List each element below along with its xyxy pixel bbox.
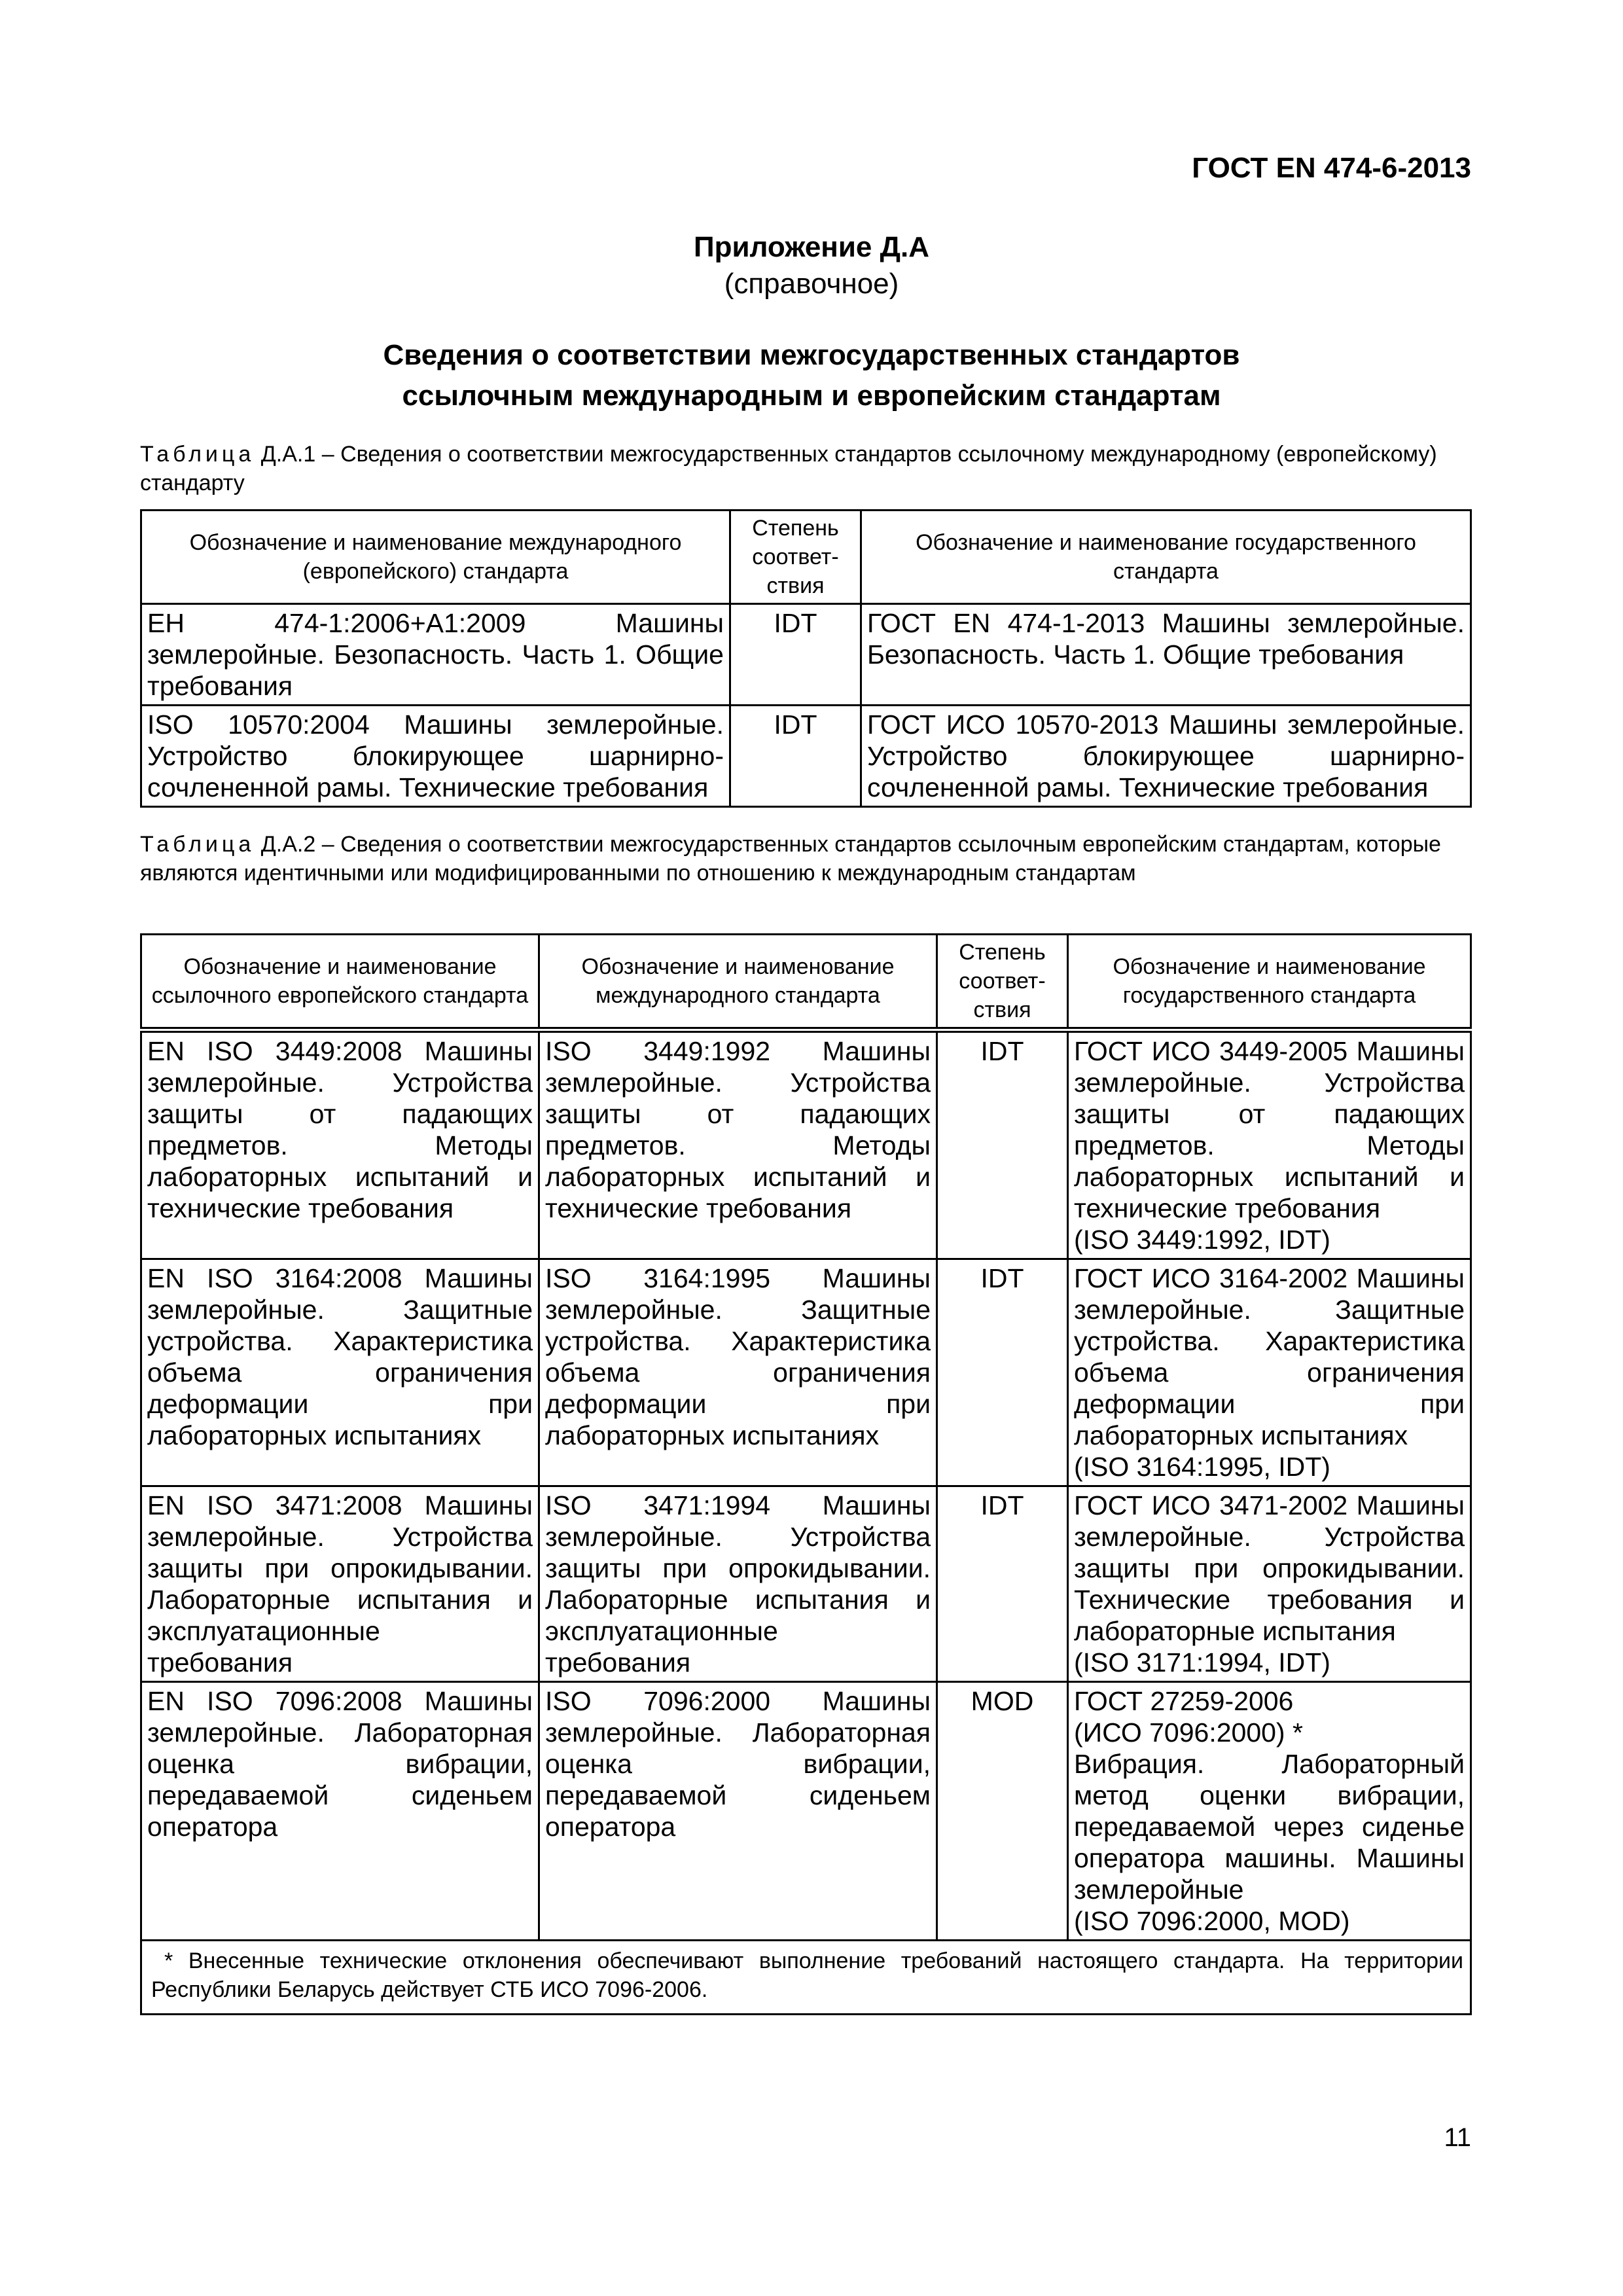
degree-cell: MOD <box>937 1682 1068 1941</box>
table-header-row <box>141 935 1471 1030</box>
degree-cell: IDT <box>937 1030 1068 1259</box>
international-standard-cell: ISO 3164:1995 Машины землеройные. Защитные устройства. Характеристика объема ограничения деформации при лабораторных испытаниях <box>539 1259 937 1486</box>
national-standard-cell <box>1068 1682 1471 1941</box>
national-standard-ref: (ISO 3449:1992, IDT) <box>1074 1225 1330 1255</box>
table-footnote: * Внесенные технические отклонения обеспечивают выполнение требований настоящего стандарта. На территории Республики Беларусь действует СТБ ИСО 7096-2006. <box>141 1941 1471 2015</box>
table-row <box>141 1259 1471 1486</box>
header-degree: Степень соответ-ствия <box>730 511 861 604</box>
european-standard-cell: EN ISO 3449:2008 Машины землеройные. Устройства защиты от падающих предметов. Методы лабораторных испытаний и технические требования <box>141 1030 539 1259</box>
national-standard-cell: ГОСТ EN 474-1-2013 Машины землеройные. Безопасность. Часть 1. Общие требования <box>861 604 1471 706</box>
national-standard-ref: (ISO 3164:1995, IDT) <box>1074 1452 1330 1482</box>
table-row <box>141 1486 1471 1682</box>
table-2-caption-label: Таблица <box>140 832 255 857</box>
national-standard-ref: (ISO 7096:2000, MOD) <box>1074 1906 1350 1936</box>
degree-cell: IDT <box>937 1486 1068 1682</box>
european-standard-cell: EN ISO 3471:2008 Машины землеройные. Устройства защиты при опрокидывании. Лабораторные испытания и эксплуатационные требования <box>141 1486 539 1682</box>
national-standard-text: Вибрация. Лабораторный метод оценки вибрации, передаваемой через сиденье оператора машины. Машины землеройные <box>1074 1749 1465 1905</box>
header-degree: Степень соответ-ствия <box>937 935 1068 1030</box>
section-heading-line-2: ссылочным международным и европейским стандартам <box>402 380 1221 412</box>
table-1-caption <box>140 440 1462 497</box>
page-number: 11 <box>1444 2123 1471 2152</box>
table-1-caption-label: Таблица <box>140 442 255 467</box>
degree-cell: IDT <box>730 604 861 706</box>
national-standard-cell <box>1068 1259 1471 1486</box>
table-2 <box>140 933 1472 2015</box>
table-2-caption-text: Д.А.2 – Сведения о соответствии межгосударственных стандартов ссылочным европейским стандартам, которые являются идентичными или модифицированными по отношению к международным стандартам <box>140 832 1441 886</box>
national-standard-text: ГОСТ ИСО 3449-2005 Машины землеройные. Устройства защиты от падающих предметов. Методы лабораторных испытаний и технические требования <box>1074 1036 1465 1223</box>
national-standard-cell <box>1068 1030 1471 1259</box>
header-intl-standard: Обозначение и наименование международного (европейского) стандарта <box>141 511 730 604</box>
header-national-standard: Обозначение и наименование государственного стандарта <box>1068 935 1471 1030</box>
header-international-standard: Обозначение и наименование международного стандарта <box>539 935 937 1030</box>
section-heading-line-1: Сведения о соответствии межгосударственных стандартов <box>383 339 1240 371</box>
table-1 <box>140 509 1472 808</box>
international-standard-cell: ISO 3471:1994 Машины землеройные. Устройства защиты при опрокидывании. Лабораторные испытания и эксплуатационные требования <box>539 1486 937 1682</box>
european-standard-cell: EN ISO 3164:2008 Машины землеройные. Защитные устройства. Характеристика объема ограничения деформации при лабораторных испытаниях <box>141 1259 539 1486</box>
intl-standard-cell: ЕН 474-1:2006+А1:2009 Машины землеройные. Безопасность. Часть 1. Общие требования <box>141 604 730 706</box>
intl-standard-cell: ISO 10570:2004 Машины землеройные. Устройство блокирующее шарнирно-сочлененной рамы. Технические требования <box>141 706 730 807</box>
table-header-row <box>141 511 1471 604</box>
document-code: ГОСТ EN 474-6-2013 <box>1192 152 1471 184</box>
table-row <box>141 1682 1471 1941</box>
section-heading <box>0 335 1623 416</box>
national-standard-cell: ГОСТ ИСО 10570-2013 Машины землеройные. Устройство блокирующее шарнирно-сочлененной рамы. Технические требования <box>861 706 1471 807</box>
international-standard-cell: ISO 7096:2000 Машины землеройные. Лабораторная оценка вибрации, передаваемой сиденьем оператора <box>539 1682 937 1941</box>
table-row <box>141 1030 1471 1259</box>
national-standard-text: ГОСТ ИСО 3164-2002 Машины землеройные. Защитные устройства. Характеристика объема ограничения деформации при лабораторных испытаниях <box>1074 1263 1465 1450</box>
national-standard-code: ГОСТ 27259-2006 <box>1074 1686 1294 1716</box>
national-standard-equivalence: (ИСО 7096:2000) * <box>1074 1717 1303 1748</box>
national-standard-ref: (ISO 3171:1994, IDT) <box>1074 1647 1330 1677</box>
header-european-standard: Обозначение и наименование ссылочного европейского стандарта <box>141 935 539 1030</box>
national-standard-text: ГОСТ ИСО 3471-2002 Машины землеройные. Устройства защиты при опрокидывании. Технические требования и лабораторные испытания <box>1074 1490 1465 1646</box>
annex-subtitle: (справочное) <box>724 268 899 300</box>
national-standard-cell <box>1068 1486 1471 1682</box>
table-2-caption <box>140 830 1462 888</box>
table-1-caption-text: Д.А.1 – Сведения о соответствии межгосударственных стандартов ссылочному международному (европейскому) стандарту <box>140 442 1437 495</box>
european-standard-cell: EN ISO 7096:2008 Машины землеройные. Лабораторная оценка вибрации, передаваемой сиденьем оператора <box>141 1682 539 1941</box>
annex-block <box>0 229 1623 302</box>
degree-cell: IDT <box>730 706 861 807</box>
footnote-row <box>141 1941 1471 2015</box>
international-standard-cell: ISO 3449:1992 Машины землеройные. Устройства защиты от падающих предметов. Методы лабораторных испытаний и технические требования <box>539 1030 937 1259</box>
degree-cell: IDT <box>937 1259 1068 1486</box>
annex-title: Приложение Д.А <box>694 231 929 263</box>
header-national-standard: Обозначение и наименование государственного стандарта <box>861 511 1471 604</box>
table-row <box>141 706 1471 807</box>
table-row <box>141 604 1471 706</box>
